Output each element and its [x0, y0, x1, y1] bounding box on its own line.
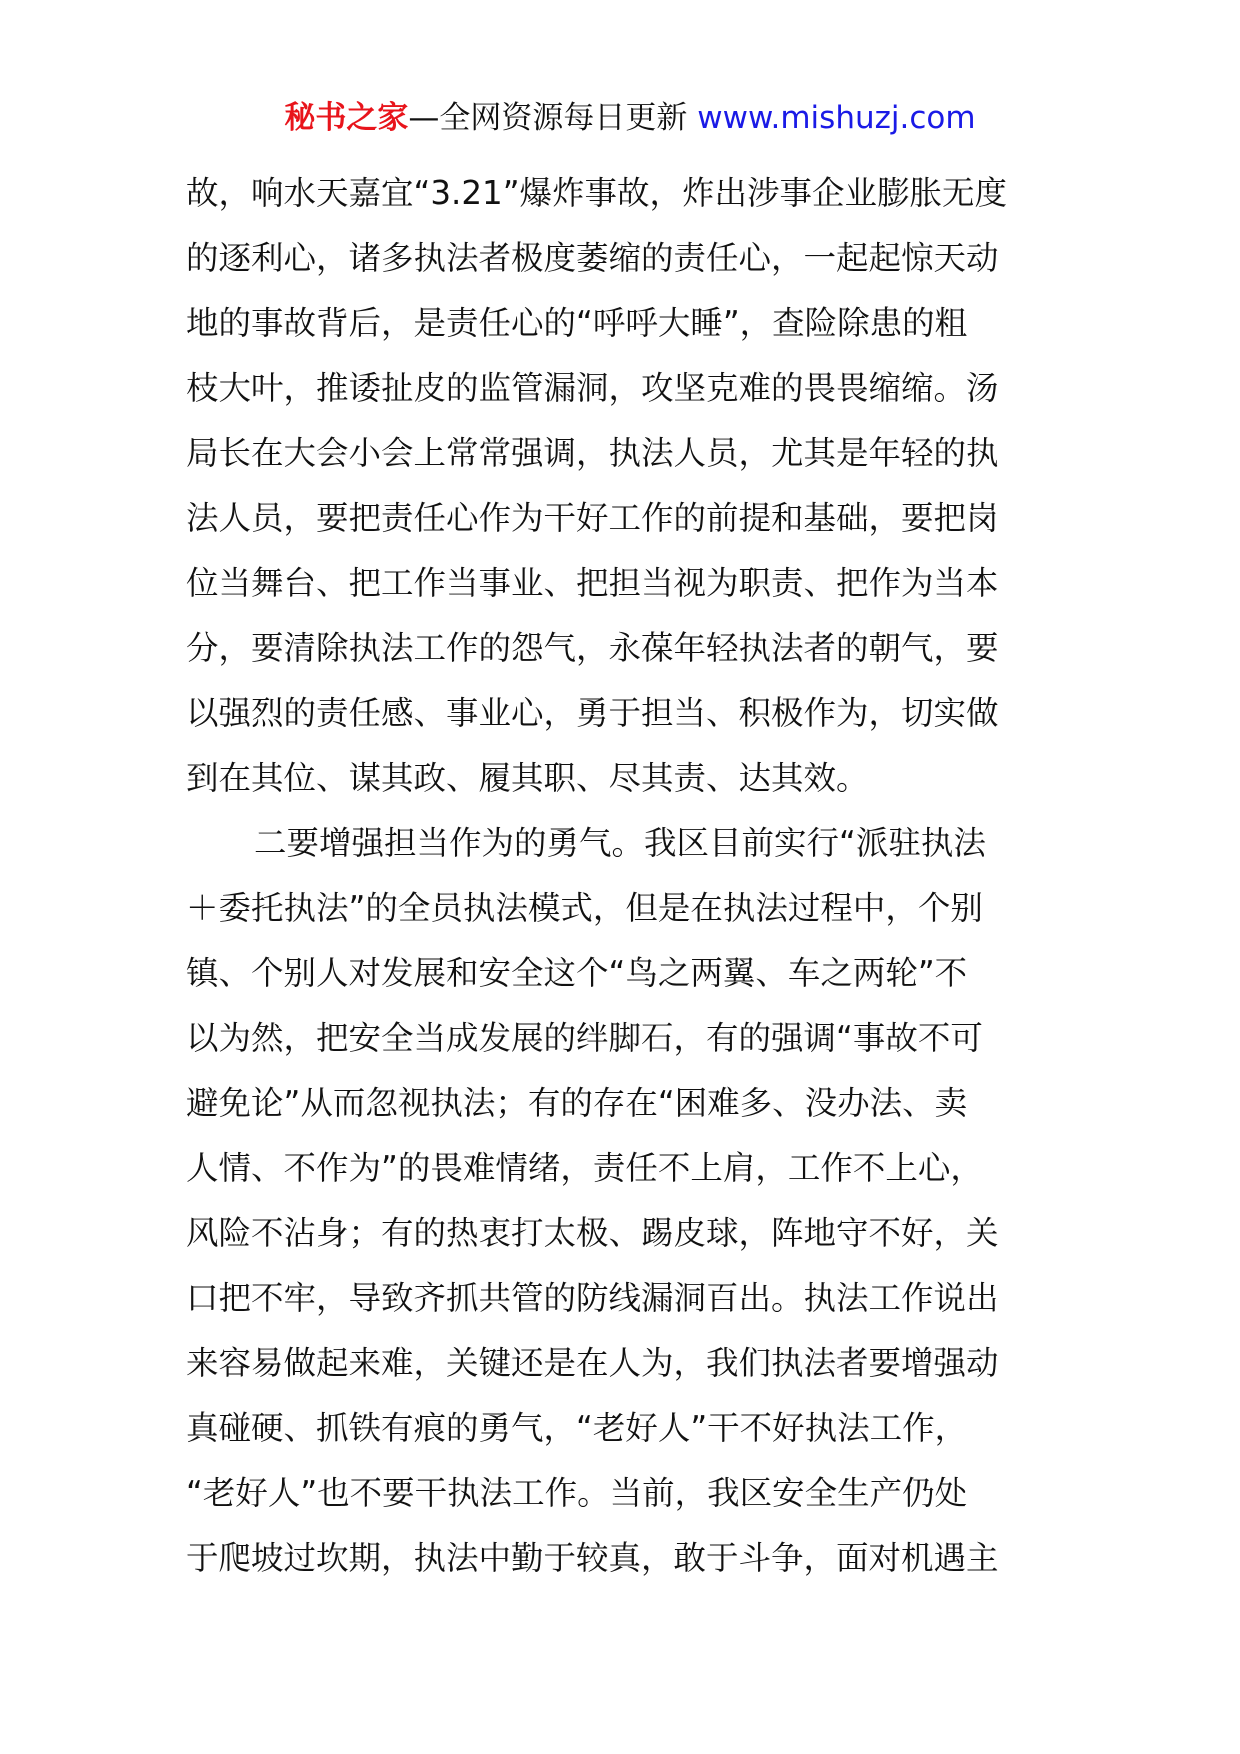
text-line: 镇、个别人对发展和安全这个“鸟之两翼、车之两轮”不: [186, 954, 968, 992]
paragraph-start-line: 二要增强担当作为的勇气。我区目前实行“派驻执法: [254, 824, 986, 862]
body-text: [186, 161, 1056, 1591]
text-line: 的逐利心，诸多执法者极度萎缩的责任心，一起起惊天动: [186, 239, 999, 277]
site-url-link[interactable]: www.mishuzj.com: [697, 100, 976, 136]
text-line: 以强烈的责任感、事业心，勇于担当、积极作为，切实做: [186, 694, 999, 732]
text-line: 故，响水天嘉宜“3.21”爆炸事故，炸出涉事企业膨胀无度: [186, 174, 1008, 212]
text-line: 于爬坡过坎期，执法中勤于较真，敢于斗争，面对机遇主: [186, 1539, 999, 1577]
text-line: 真碰硬、抓铁有痕的勇气，“老好人”干不好执法工作，: [186, 1409, 968, 1447]
header-tagline: —全网资源每日更新: [408, 100, 688, 136]
text-line: 分，要清除执法工作的怨气，永葆年轻执法者的朝气，要: [186, 629, 999, 667]
text-line: 地的事故背后，是责任心的“呼呼大睡”，查险除患的粗: [186, 304, 968, 342]
text-line: 枝大叶，推诿扯皮的监管漏洞，攻坚克难的畏畏缩缩。汤: [186, 369, 999, 407]
text-line: 到在其位、谋其政、履其职、尽其责、达其效。: [186, 759, 869, 797]
text-line: 避免论”从而忽视执法；有的存在“困难多、没办法、卖: [186, 1084, 968, 1122]
text-line: 法人员，要把责任心作为干好工作的前提和基础，要把岗: [186, 499, 999, 537]
text-line: 来容易做起来难，关键还是在人为，我们执法者要增强动: [186, 1344, 999, 1382]
text-line: 口把不牢，导致齐抓共管的防线漏洞百出。执法工作说出: [186, 1279, 999, 1317]
text-line: 以为然，把安全当成发展的绊脚石，有的强调“事故不可: [186, 1019, 983, 1057]
text-line: ＋委托执法”的全员执法模式，但是在执法过程中，个别: [186, 889, 983, 927]
text-line: 位当舞台、把工作当事业、把担当视为职责、把作为当本: [186, 564, 999, 602]
text-line: 局长在大会小会上常常强调，执法人员，尤其是年轻的执: [186, 434, 999, 472]
text-line: 风险不沾身；有的热衷打太极、踢皮球，阵地守不好，关: [186, 1214, 999, 1252]
page-header: [0, 96, 1240, 140]
brand-name: 秘书之家: [284, 100, 409, 136]
text-line: 人情、不作为”的畏难情绪，责任不上肩，工作不上心，: [186, 1149, 983, 1187]
text-line: “老好人”也不要干执法工作。当前，我区安全生产仍处: [186, 1474, 968, 1512]
